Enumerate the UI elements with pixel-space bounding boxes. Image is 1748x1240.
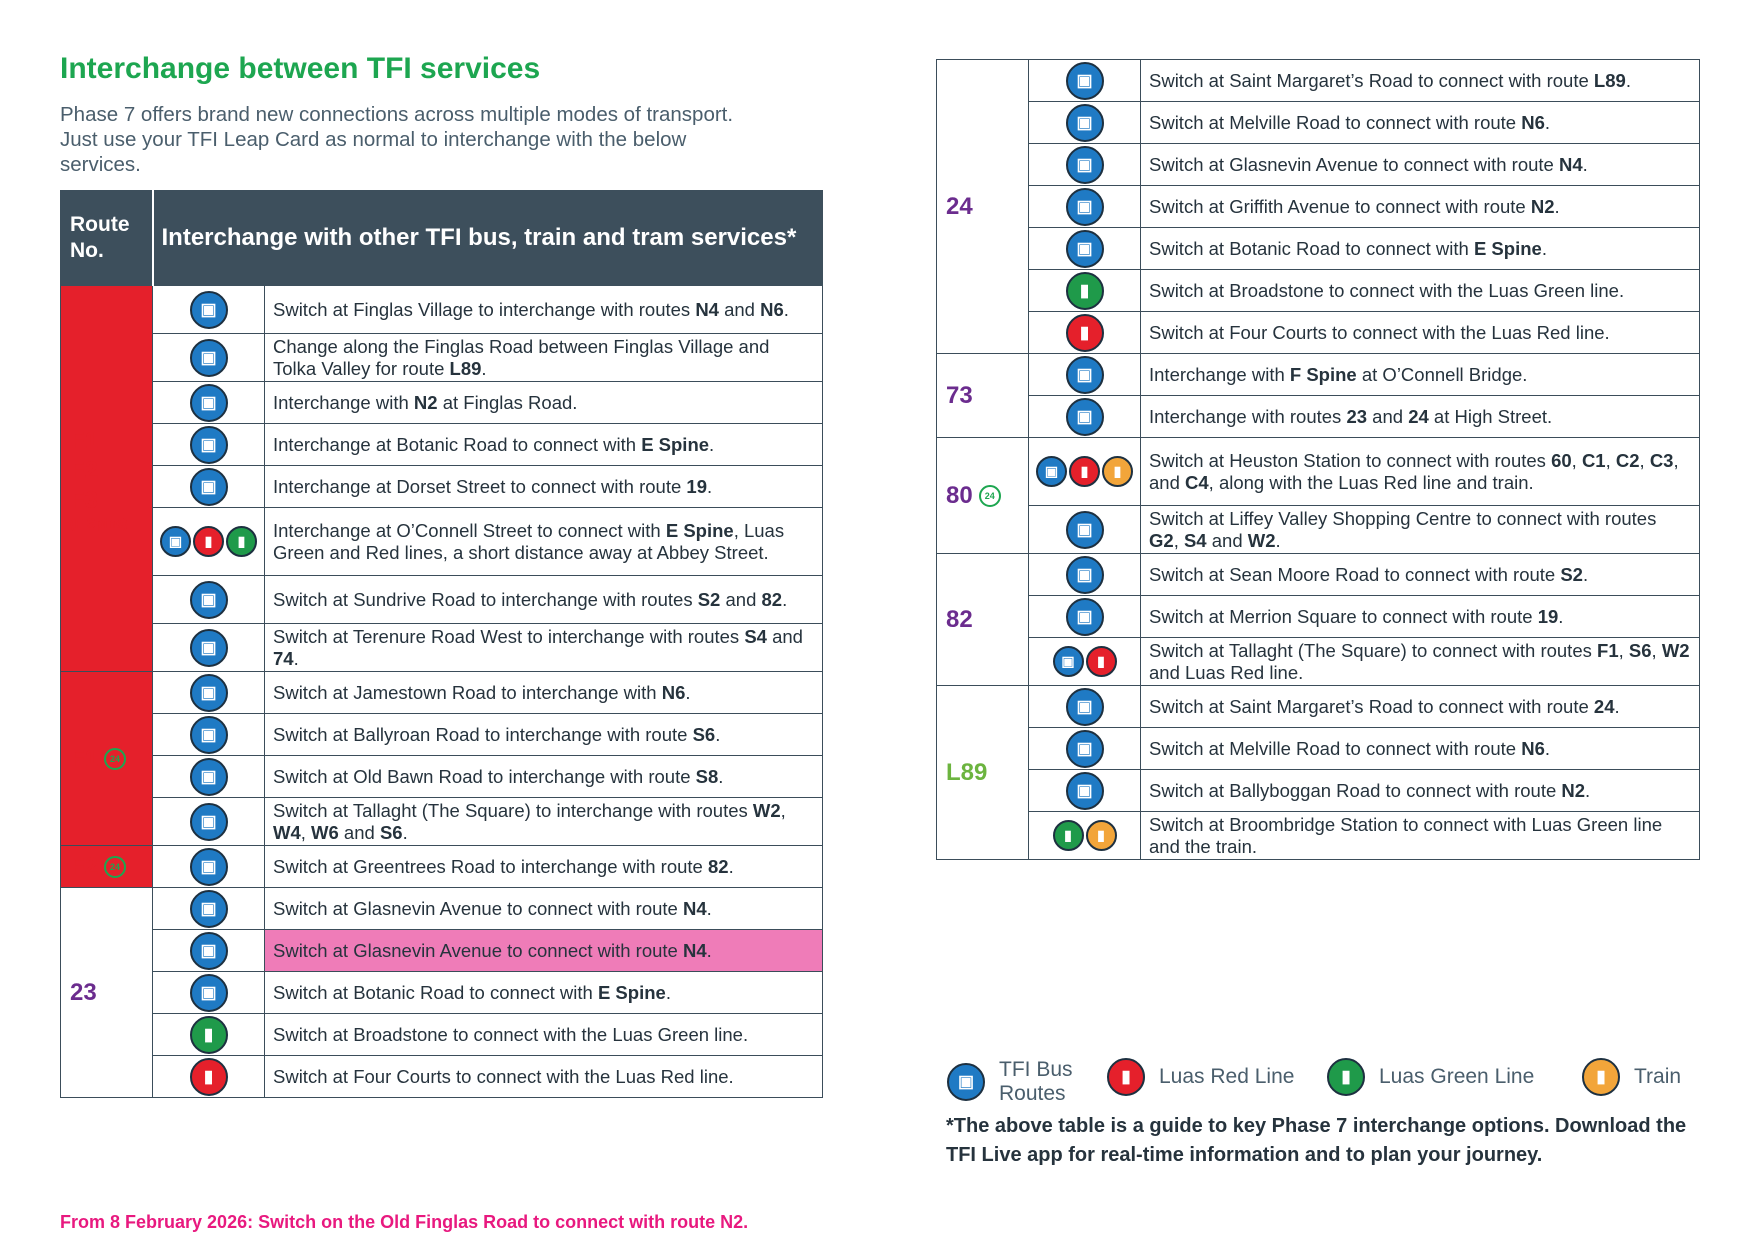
mode-icons xyxy=(1029,728,1141,770)
mode-icons xyxy=(153,672,265,714)
table-row xyxy=(937,438,1700,506)
table-row xyxy=(937,354,1700,396)
bus-icon: ▣ xyxy=(190,890,228,928)
table-row xyxy=(937,228,1700,270)
page-title: Interchange between TFI services xyxy=(60,52,541,85)
bus-icon: ▣ xyxy=(190,629,228,667)
luas-green-icon: ▮ xyxy=(190,1016,228,1054)
route-number xyxy=(937,60,1029,354)
mode-icons xyxy=(153,466,265,508)
train-icon: ▮ xyxy=(1086,820,1117,851)
mode-icons xyxy=(1029,144,1141,186)
mode-icons xyxy=(1029,770,1141,812)
mode-icons xyxy=(153,798,265,846)
footnote-left: From 8 February 2026: Switch on the Old Finglas Road to connect with route N2. xyxy=(60,1212,749,1232)
interchange-text: Switch at Melville Road to connect with route N6. xyxy=(1141,728,1700,770)
table-row xyxy=(937,686,1700,728)
interchange-text: Switch at Tallaght (The Square) to connect with routes F1, S6, W2 and Luas Red line. xyxy=(1141,638,1700,686)
route-label: 24 xyxy=(946,192,973,220)
route-label: 80 xyxy=(946,481,973,509)
legend-bus-label: TFI Bus Routes xyxy=(999,1058,1073,1105)
table-row xyxy=(937,728,1700,770)
legend-bus xyxy=(946,1058,1089,1106)
table-row xyxy=(937,312,1700,354)
interchange-text: Switch at Greentrees Road to interchange with route 82. xyxy=(265,846,823,888)
interchange-text: Switch at Griffith Avenue to connect with route N2. xyxy=(1141,186,1700,228)
mode-icons xyxy=(153,286,265,334)
interchange-text: Switch at Saint Margaret’s Road to connect with route 24. xyxy=(1141,686,1700,728)
interchange-text: Change along the Finglas Road between Finglas Village and Tolka Valley for route L89. xyxy=(265,334,823,382)
bus-icon: ▣ xyxy=(1066,104,1104,142)
mode-icons xyxy=(1029,186,1141,228)
interchange-text: Interchange at Dorset Street to connect with route 19. xyxy=(265,466,823,508)
interchange-table-right xyxy=(936,59,1700,860)
luas-red-icon: ▮ xyxy=(1107,1058,1145,1096)
interchange-text: Switch at Merrion Square to connect with route 19. xyxy=(1141,596,1700,638)
interchange-text: Switch at Four Courts to connect with the Luas Red line. xyxy=(265,1056,823,1098)
table-row xyxy=(61,382,823,424)
mode-icons xyxy=(153,382,265,424)
interchange-text: Switch at Broadstone to connect with the Luas Green line. xyxy=(1141,270,1700,312)
train-icon: ▮ xyxy=(1102,456,1133,487)
bus-icon: ▣ xyxy=(1066,146,1104,184)
mode-icons xyxy=(1029,354,1141,396)
luas-red-icon: ▮ xyxy=(1066,314,1104,352)
mode-icons xyxy=(1029,554,1141,596)
intro-text: Phase 7 offers brand new connections across multiple modes of transport. Just use your TFI Leap Card as normal to interchange with the below services. xyxy=(60,103,734,176)
bus-icon: ▣ xyxy=(1066,188,1104,226)
bus-icon: ▣ xyxy=(190,384,228,422)
interchange-text: Interchange with routes 23 and 24 at High Street. xyxy=(1141,396,1700,438)
route-label: 82 xyxy=(946,605,973,633)
legend-green xyxy=(1326,1058,1534,1096)
mode-icons xyxy=(153,508,265,576)
table-row xyxy=(61,576,823,624)
bus-icon: ▣ xyxy=(190,674,228,712)
interchange-text: Switch at Terenure Road West to interchange with routes S4 and 74. xyxy=(265,624,823,672)
interchange-text: Switch at Broombridge Station to connect with Luas Green line and the train. xyxy=(1141,812,1700,860)
bus-icon: ▣ xyxy=(190,848,228,886)
interchange-text: Switch at Botanic Road to connect with E Spine. xyxy=(265,972,823,1014)
bus-icon: ▣ xyxy=(1066,598,1104,636)
mode-icons xyxy=(1029,102,1141,144)
table-row xyxy=(61,466,823,508)
luas-red-icon: ▮ xyxy=(1086,646,1117,677)
route-number xyxy=(937,354,1029,438)
interchange-text: Switch at Glasnevin Avenue to connect with route N4. xyxy=(265,888,823,930)
route-label: L89 xyxy=(946,758,988,786)
route-number xyxy=(937,554,1029,686)
table-row xyxy=(61,972,823,1014)
bus-icon: ▣ xyxy=(190,974,228,1012)
mode-icons xyxy=(153,846,265,888)
table-row xyxy=(61,798,823,846)
bus-icon: ▣ xyxy=(190,803,228,841)
bus-icon: ▣ xyxy=(190,716,228,754)
interchange-table-left xyxy=(60,190,823,1098)
interchange-text: Switch at Broadstone to connect with the Luas Green line. xyxy=(265,1014,823,1056)
bus-icon: ▣ xyxy=(1036,456,1067,487)
table-row xyxy=(61,672,823,714)
night-service-24-icon: 24 xyxy=(104,856,126,878)
legend-green-label: Luas Green Line xyxy=(1379,1065,1535,1088)
interchange-text: Switch at Ballyboggan Road to connect with route N2. xyxy=(1141,770,1700,812)
table-row xyxy=(61,624,823,672)
table-row xyxy=(61,930,823,972)
mode-icons xyxy=(1029,270,1141,312)
table-row xyxy=(937,144,1700,186)
mode-icons xyxy=(153,334,265,382)
table-row xyxy=(937,638,1700,686)
route-label: 73 xyxy=(946,381,973,409)
mode-icons xyxy=(1029,596,1141,638)
route-label: F2 xyxy=(70,456,99,484)
table-row xyxy=(937,506,1700,554)
mode-icons xyxy=(1029,438,1141,506)
night-service-24-icon: 24 xyxy=(979,485,1001,507)
route-label: F3 xyxy=(70,486,99,514)
interchange-text: Switch at Tallaght (The Square) to interchange with routes W2, W4, W6 and S6. xyxy=(265,798,823,846)
mode-icons xyxy=(153,888,265,930)
mode-icons xyxy=(153,424,265,466)
table-row xyxy=(937,812,1700,860)
route-number xyxy=(61,672,153,846)
table-row xyxy=(61,286,823,334)
train-icon: ▮ xyxy=(1582,1058,1620,1096)
bus-icon: ▣ xyxy=(190,468,228,506)
table-row xyxy=(61,1056,823,1098)
header-route-no: Route No. xyxy=(61,191,153,286)
night-service-24-icon: 24 xyxy=(104,748,126,770)
table-row xyxy=(937,770,1700,812)
route-subtitle: (F Spine) xyxy=(70,515,128,531)
interchange-text: Switch at Sundrive Road to interchange with routes S2 and 82. xyxy=(265,576,823,624)
interchange-text: Switch at Melville Road to connect with route N6. xyxy=(1141,102,1700,144)
disclaimer-note: *The above table is a guide to key Phase 7 interchange options. Download the TFI Live app for real-time information and to plan your journey. xyxy=(946,1115,1687,1166)
legend-red-label: Luas Red Line xyxy=(1159,1065,1295,1088)
route-number xyxy=(61,888,153,1098)
luas-green-icon: ▮ xyxy=(1066,272,1104,310)
route-label: F1 xyxy=(70,744,99,772)
mode-icons xyxy=(1029,60,1141,102)
luas-red-icon: ▮ xyxy=(1069,456,1100,487)
table-row xyxy=(61,714,823,756)
table-row xyxy=(61,756,823,798)
interchange-text: Switch at Glasnevin Avenue to connect with route N4. xyxy=(265,930,823,972)
route-label: 23 xyxy=(70,978,97,1006)
interchange-text: Switch at Glasnevin Avenue to connect with route N4. xyxy=(1141,144,1700,186)
route-label: F2 xyxy=(70,852,99,880)
mode-icons xyxy=(153,624,265,672)
table-row xyxy=(61,846,823,888)
bus-icon: ▣ xyxy=(190,932,228,970)
luas-red-icon: ▮ xyxy=(190,1058,228,1096)
luas-green-icon: ▮ xyxy=(1327,1058,1365,1096)
route-number xyxy=(61,286,153,672)
bus-icon: ▣ xyxy=(1066,688,1104,726)
mode-icons xyxy=(1029,506,1141,554)
table-row xyxy=(937,596,1700,638)
mode-icons xyxy=(153,930,265,972)
interchange-text: Switch at Finglas Village to interchange with routes N4 and N6. xyxy=(265,286,823,334)
legend xyxy=(946,1058,1706,1118)
table-row xyxy=(937,270,1700,312)
bus-icon: ▣ xyxy=(1066,511,1104,549)
bus-icon: ▣ xyxy=(190,758,228,796)
mode-icons xyxy=(1029,228,1141,270)
interchange-text: Interchange with F Spine at O’Connell Bridge. xyxy=(1141,354,1700,396)
header-interchange: Interchange with other TFI bus, train and tram services* xyxy=(153,191,823,286)
luas-red-icon: ▮ xyxy=(193,526,224,557)
interchange-text: Switch at Four Courts to connect with the Luas Red line. xyxy=(1141,312,1700,354)
legend-red xyxy=(1106,1058,1294,1096)
mode-icons xyxy=(1029,812,1141,860)
mode-icons xyxy=(1029,686,1141,728)
mode-icons xyxy=(153,576,265,624)
route-number xyxy=(937,686,1029,860)
table-row xyxy=(937,102,1700,144)
bus-icon: ▣ xyxy=(1066,730,1104,768)
interchange-text: Switch at Sean Moore Road to connect with route S2. xyxy=(1141,554,1700,596)
mode-icons xyxy=(1029,396,1141,438)
route-number xyxy=(61,846,153,888)
mode-icons xyxy=(1029,638,1141,686)
mode-icons xyxy=(153,972,265,1014)
bus-icon: ▣ xyxy=(1066,356,1104,394)
interchange-text: Interchange at O’Connell Street to connect with E Spine, Luas Green and Red lines, a short distance away at Abbey Street. xyxy=(265,508,823,576)
interchange-text: Switch at Saint Margaret’s Road to connect with route L89. xyxy=(1141,60,1700,102)
bus-icon: ▣ xyxy=(1066,772,1104,810)
luas-green-icon: ▮ xyxy=(1053,820,1084,851)
route-label: F1 xyxy=(70,426,99,454)
mode-icons xyxy=(1029,312,1141,354)
table-row xyxy=(937,554,1700,596)
bus-icon: ▣ xyxy=(190,291,228,329)
table-row xyxy=(937,396,1700,438)
interchange-text: Interchange with N2 at Finglas Road. xyxy=(265,382,823,424)
table-row xyxy=(61,888,823,930)
bus-icon: ▣ xyxy=(160,526,191,557)
legend-train xyxy=(1581,1058,1681,1096)
bus-icon: ▣ xyxy=(1053,646,1084,677)
bus-icon: ▣ xyxy=(190,426,228,464)
interchange-text: Switch at Botanic Road to connect with E Spine. xyxy=(1141,228,1700,270)
legend-train-label: Train xyxy=(1634,1065,1682,1088)
bus-icon: ▣ xyxy=(190,581,228,619)
mode-icons xyxy=(153,1056,265,1098)
bus-icon: ▣ xyxy=(947,1063,985,1101)
mode-icons xyxy=(153,756,265,798)
interchange-text: Switch at Ballyroan Road to interchange with route S6. xyxy=(265,714,823,756)
table-row xyxy=(61,1014,823,1056)
bus-icon: ▣ xyxy=(1066,62,1104,100)
bus-icon: ▣ xyxy=(1066,230,1104,268)
table-row xyxy=(937,186,1700,228)
table-row xyxy=(61,334,823,382)
interchange-text: Switch at Liffey Valley Shopping Centre to connect with routes G2, S4 and W2. xyxy=(1141,506,1700,554)
table-row xyxy=(937,60,1700,102)
table-row xyxy=(61,508,823,576)
interchange-text: Switch at Old Bawn Road to interchange with route S8. xyxy=(265,756,823,798)
mode-icons xyxy=(153,714,265,756)
luas-green-icon: ▮ xyxy=(226,526,257,557)
bus-icon: ▣ xyxy=(1066,398,1104,436)
route-number xyxy=(937,438,1029,554)
interchange-text: Switch at Heuston Station to connect with routes 60, C1, C2, C3, and C4, along with the Luas Red line and train. xyxy=(1141,438,1700,506)
interchange-text: Interchange at Botanic Road to connect with E Spine. xyxy=(265,424,823,466)
mode-icons xyxy=(153,1014,265,1056)
table-row xyxy=(61,424,823,466)
bus-icon: ▣ xyxy=(1066,556,1104,594)
bus-icon: ▣ xyxy=(190,339,228,377)
interchange-text: Switch at Jamestown Road to interchange with N6. xyxy=(265,672,823,714)
